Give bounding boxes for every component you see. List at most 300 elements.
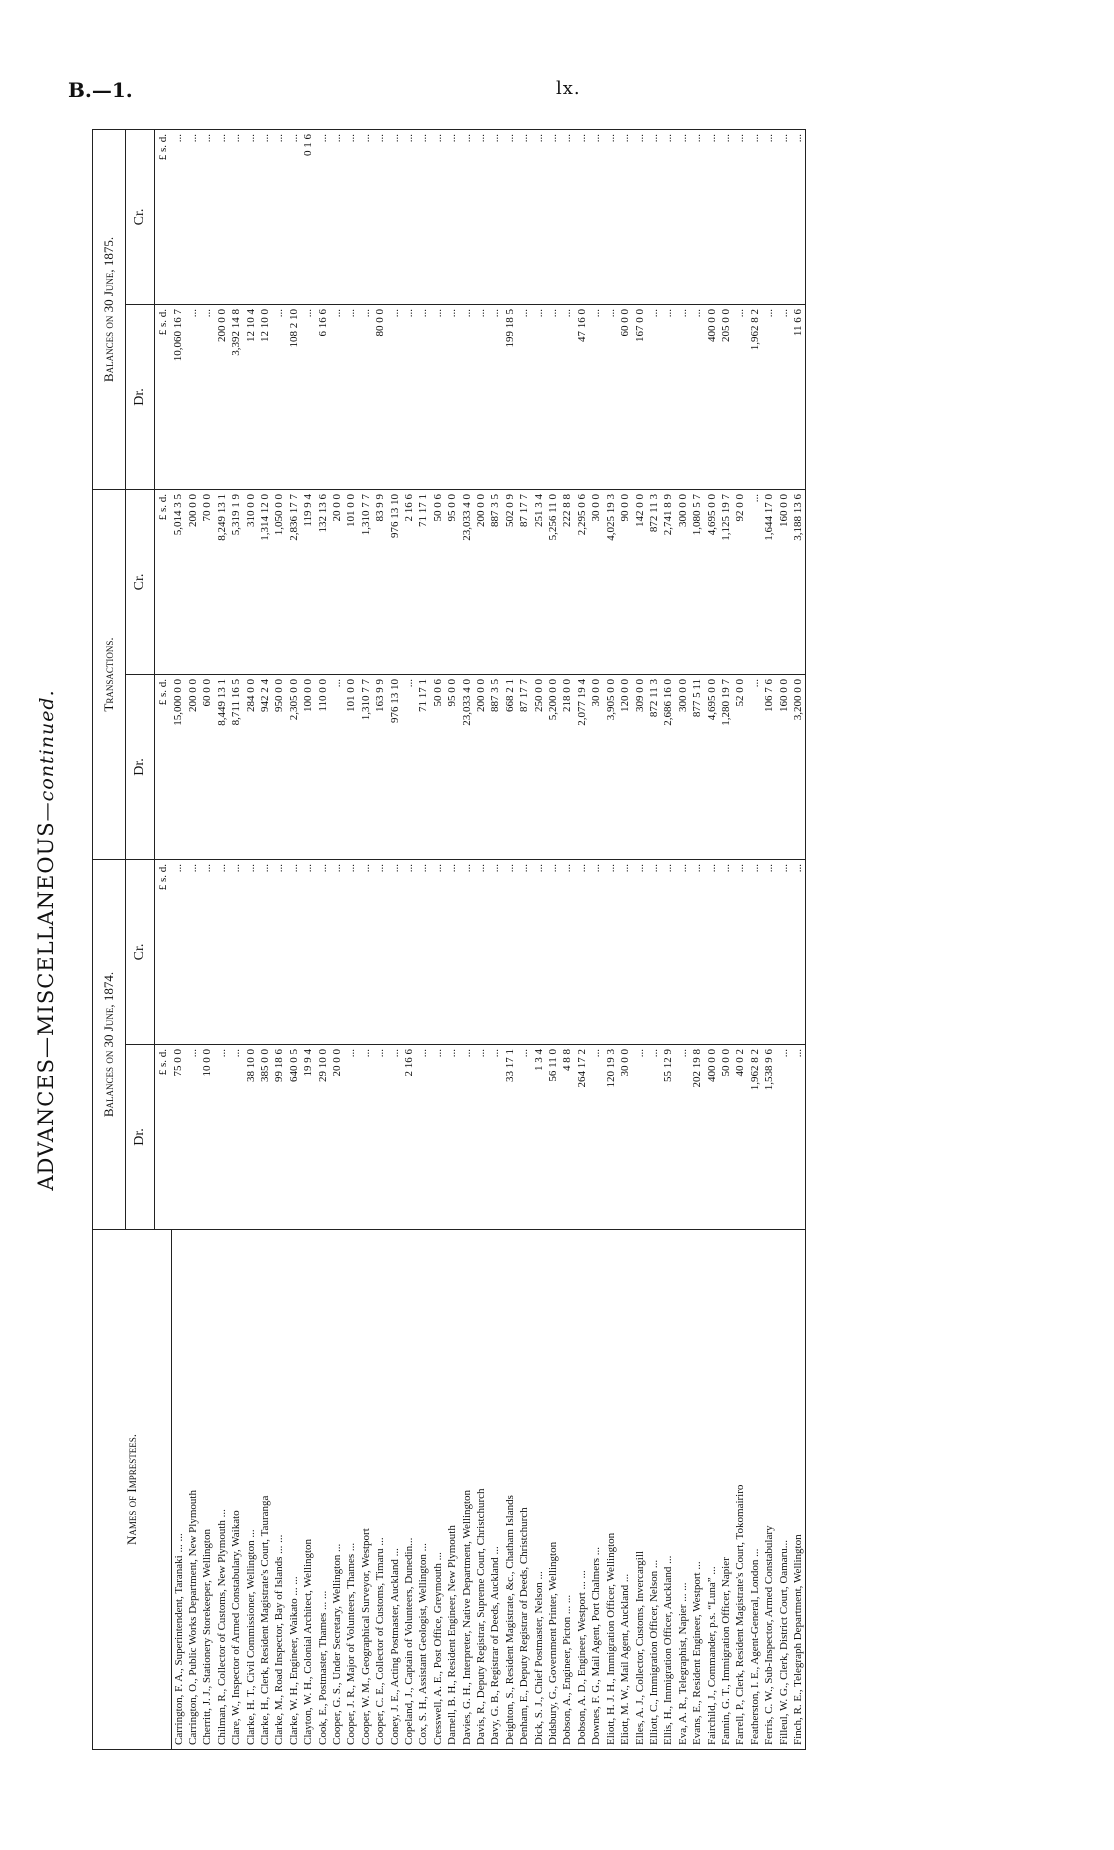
amount-b75cr: ... (287, 129, 301, 304)
table-row (719, 129, 733, 1749)
amount-tcr: 5,319 1 9 (229, 489, 243, 674)
amount-tcr: 310 0 0 (244, 489, 258, 674)
table-body (171, 129, 806, 1749)
amount-tcr: 1,050 0 0 (272, 489, 286, 674)
amount-b75cr: ... (560, 129, 574, 304)
amount-tcr: 4,695 0 0 (705, 489, 719, 674)
amount-b75cr: ... (733, 129, 747, 304)
amount-b75cr: ... (791, 129, 806, 304)
amount-b74dr: 75 0 0 (171, 1045, 186, 1230)
amount-b75cr: ... (705, 129, 719, 304)
imprestee-name: Evans, E., Resident Engineer, Westport ... (690, 1230, 704, 1750)
amount-b75cr: ... (488, 129, 502, 304)
imprestee-name: Davies, G. H., Interpreter, Native Department, Wellington (460, 1230, 474, 1750)
table-row (460, 129, 474, 1749)
amount-b74cr: ... (431, 859, 445, 1044)
amount-b74cr: ... (661, 859, 675, 1044)
imprestee-name: Cox, S. H., Assistant Geologist, Wellington ... (416, 1230, 430, 1750)
amount-b74dr: ... (215, 1045, 229, 1230)
amount-b74dr: ... (388, 1045, 402, 1230)
imprestee-name: Clarke, W. H., Engineer, Waikato ... ... (287, 1230, 301, 1750)
amount-tcr: 83 9 9 (373, 489, 387, 674)
amount-b74cr: ... (186, 859, 200, 1044)
amount-tcr: 222 8 8 (560, 489, 574, 674)
amount-b75dr: 10,060 16 7 (171, 304, 186, 489)
table-title-main: ADVANCES—MISCELLANEOUS (34, 821, 58, 1191)
amount-b74dr: 29 10 0 (316, 1045, 330, 1230)
amount-b75cr: ... (359, 129, 373, 304)
table-row (532, 129, 546, 1749)
amount-tcr: 300 0 0 (676, 489, 690, 674)
amount-b75dr: ... (647, 304, 661, 489)
table-row (676, 129, 690, 1749)
amount-b74dr: 50 0 0 (719, 1045, 733, 1230)
amount-b74cr: ... (344, 859, 358, 1044)
amount-b74dr: 55 12 9 (661, 1045, 675, 1230)
header-cr: Cr. (126, 129, 155, 304)
imprestee-name: Deighton, S., Resident Magistrate, &c., Chatham Islands (503, 1230, 517, 1750)
amount-b74cr: ... (488, 859, 502, 1044)
amount-b74cr: ... (258, 859, 272, 1044)
amount-tcr: 3,188 13 6 (791, 489, 806, 674)
imprestee-name: Finch, R. E., Telegraph Department, Wellington (791, 1230, 806, 1750)
amount-b74cr: ... (200, 859, 214, 1044)
table-row (229, 129, 243, 1749)
amount-tdr: 2,077 19 4 (575, 674, 589, 859)
header-dr: Dr. (126, 674, 155, 859)
amount-b74cr: ... (215, 859, 229, 1044)
amount-b74dr: 120 19 3 (604, 1045, 618, 1230)
amount-b75cr: ... (445, 129, 459, 304)
amount-b74cr: ... (330, 859, 344, 1044)
amount-b75dr: 3,392 14 8 (229, 304, 243, 489)
amount-b74cr: ... (373, 859, 387, 1044)
amount-b74cr: ... (503, 859, 517, 1044)
amount-b75cr: ... (474, 129, 488, 304)
amount-b74cr: ... (777, 859, 791, 1044)
amount-tcr: 101 0 0 (344, 489, 358, 674)
amount-b75cr: ... (200, 129, 214, 304)
table-row (186, 129, 200, 1749)
table-row (373, 129, 387, 1749)
amount-b75cr: ... (604, 129, 618, 304)
table-row (560, 129, 574, 1749)
table-row (546, 129, 560, 1749)
amount-b75dr: ... (402, 304, 416, 489)
amount-tcr: 132 13 6 (316, 489, 330, 674)
amount-tcr: 1,310 7 7 (359, 489, 373, 674)
amount-b75cr: 0 1 6 (301, 129, 315, 304)
amount-b74dr: ... (460, 1045, 474, 1230)
amount-b74dr: ... (373, 1045, 387, 1230)
amount-b75dr: ... (200, 304, 214, 489)
amount-b74dr: ... (359, 1045, 373, 1230)
amount-b75cr: ... (244, 129, 258, 304)
amount-b75dr: ... (604, 304, 618, 489)
amount-b75cr: ... (618, 129, 632, 304)
amount-tcr: 23,033 4 0 (460, 489, 474, 674)
table-row (517, 129, 531, 1749)
imprestee-name: Downes, F. G., Mail Agent, Port Chalmers ... (589, 1230, 603, 1750)
imprestee-name: Clarke, H. T., Civil Commissioner, Wellington ... (244, 1230, 258, 1750)
amount-tdr: ... (402, 674, 416, 859)
amount-b75dr: ... (359, 304, 373, 489)
amount-b74cr: ... (244, 859, 258, 1044)
amount-b75dr: 205 0 0 (719, 304, 733, 489)
amount-b74cr: ... (301, 859, 315, 1044)
table-row (647, 129, 661, 1749)
amount-tdr: 668 2 1 (503, 674, 517, 859)
amount-b74dr: 19 9 4 (301, 1045, 315, 1230)
imprestee-name: Chilman, R., Collector of Customs, New Plymouth ... (215, 1230, 229, 1750)
amount-tdr: ... (748, 674, 762, 859)
amount-tdr: 887 3 5 (488, 674, 502, 859)
amount-b74dr: ... (633, 1045, 647, 1230)
amount-tcr: 200 0 0 (186, 489, 200, 674)
amount-b74cr: ... (647, 859, 661, 1044)
amount-tcr: 30 0 0 (589, 489, 603, 674)
table-row (474, 129, 488, 1749)
amount-b74dr: ... (431, 1045, 445, 1230)
amount-tdr: 200 0 0 (186, 674, 200, 859)
amount-b74dr: ... (517, 1045, 531, 1230)
amount-b75cr: ... (777, 129, 791, 304)
amount-tdr: 950 0 0 (272, 674, 286, 859)
amount-tdr: 100 0 0 (301, 674, 315, 859)
advances-table (92, 129, 806, 1750)
amount-b75cr: ... (719, 129, 733, 304)
amount-b75cr: ... (676, 129, 690, 304)
table-row (244, 129, 258, 1749)
amount-b75cr: ... (690, 129, 704, 304)
imprestee-name: Cherritt, J. J., Stationery Storekeeper, Wellington (200, 1230, 214, 1750)
imprestee-name: Fannin, G. T., Immigration Officer, Napier (719, 1230, 733, 1750)
amount-b74dr: ... (676, 1045, 690, 1230)
imprestee-name: Clarke, M., Road Inspector, Bay of Islands ... ... (272, 1230, 286, 1750)
amount-tdr: 300 0 0 (676, 674, 690, 859)
imprestee-name: Cooper, G. S., Under Secretary, Wellington ... (330, 1230, 344, 1750)
amount-b74cr: ... (762, 859, 776, 1044)
amount-b74cr: ... (719, 859, 733, 1044)
amount-b75cr: ... (186, 129, 200, 304)
amount-b74dr: 33 17 1 (503, 1045, 517, 1230)
table-row (445, 129, 459, 1749)
amount-b74cr: ... (171, 859, 186, 1044)
amount-b74dr: ... (647, 1045, 661, 1230)
imprestee-name: Elles, A. J., Collector, Customs, Invercargill (633, 1230, 647, 1750)
table-row (762, 129, 776, 1749)
amount-b74dr: 4 8 8 (560, 1045, 574, 1230)
amount-tdr: 95 0 0 (445, 674, 459, 859)
imprestee-name: Elliott, C., Immigration Officer, Nelson ... (647, 1230, 661, 1750)
amount-b75dr: 12 10 0 (258, 304, 272, 489)
amount-b74dr: 400 0 0 (705, 1045, 719, 1230)
amount-b75dr: ... (301, 304, 315, 489)
header-balances-1875: Balances on 30 June, 1875. (93, 129, 126, 489)
imprestee-name: Eva, A. R., Telegraphist, Napier ... ... (676, 1230, 690, 1750)
amount-b75cr: ... (171, 129, 186, 304)
amount-b74cr: ... (445, 859, 459, 1044)
amount-b74cr: ... (517, 859, 531, 1044)
amount-tcr: 71 17 1 (416, 489, 430, 674)
header-transactions: Transactions. (93, 489, 126, 859)
amount-tdr: 52 0 0 (733, 674, 747, 859)
amount-b74dr: 20 0 0 (330, 1045, 344, 1230)
amount-tcr: 1,125 19 7 (719, 489, 733, 674)
amount-b75dr: ... (488, 304, 502, 489)
amount-tdr: 3,200 0 0 (791, 674, 806, 859)
amount-b75cr: ... (388, 129, 402, 304)
amount-tcr: 1,644 17 0 (762, 489, 776, 674)
table-row (287, 129, 301, 1749)
amount-b75dr: 11 6 6 (791, 304, 806, 489)
amount-b74cr: ... (460, 859, 474, 1044)
imprestee-name: Farrell, P., Clerk, Resident Magistrate's Court, Tokomairiro (733, 1230, 747, 1750)
unit-label: £ s. d. (155, 674, 172, 859)
amount-tdr: 5,200 0 0 (546, 674, 560, 859)
table-row (604, 129, 618, 1749)
table-row (431, 129, 445, 1749)
imprestee-name: Copeland, J., Captain of Volunteers, Dunedin... (402, 1230, 416, 1750)
amount-tcr: 92 0 0 (733, 489, 747, 674)
amount-tcr: 4,025 19 3 (604, 489, 618, 674)
amount-b75dr: ... (474, 304, 488, 489)
table-row (488, 129, 502, 1749)
amount-b74cr: ... (416, 859, 430, 1044)
amount-tdr: 3,905 0 0 (604, 674, 618, 859)
amount-b75dr: ... (676, 304, 690, 489)
imprestee-name: Eliott, H. J. H., Immigration Officer, Wellington (604, 1230, 618, 1750)
amount-tdr: 87 17 7 (517, 674, 531, 859)
amount-tdr: 8,711 16 5 (229, 674, 243, 859)
amount-tdr: 1,310 7 7 (359, 674, 373, 859)
amount-tcr: 87 17 7 (517, 489, 531, 674)
amount-b75dr: ... (661, 304, 675, 489)
amount-tdr: 71 17 1 (416, 674, 430, 859)
amount-tdr: 309 0 0 (633, 674, 647, 859)
amount-b74cr: ... (575, 859, 589, 1044)
amount-tcr: 95 0 0 (445, 489, 459, 674)
imprestee-name: Davis, R., Deputy Registrar, Supreme Court, Christchurch (474, 1230, 488, 1750)
imprestee-name: Filleul, W. G., Clerk, District Court, Oamaru... (777, 1230, 791, 1750)
amount-b74cr: ... (316, 859, 330, 1044)
amount-b74dr: ... (416, 1045, 430, 1230)
amount-b74dr: 40 0 2 (733, 1045, 747, 1230)
header-cr: Cr. (126, 859, 155, 1044)
imprestee-name: Denham, E., Deputy Registrar of Deeds, Christchurch (517, 1230, 531, 1750)
table-row (344, 129, 358, 1749)
table-row (503, 129, 517, 1749)
imprestee-name: Featherston, I. E., Agent-General, London ... (748, 1230, 762, 1750)
amount-b74cr: ... (546, 859, 560, 1044)
amount-b74dr: 2 16 6 (402, 1045, 416, 1230)
amount-b75cr: ... (532, 129, 546, 304)
amount-b75cr: ... (373, 129, 387, 304)
table-row (402, 129, 416, 1749)
amount-b75dr: ... (546, 304, 560, 489)
amount-tcr: 976 13 10 (388, 489, 402, 674)
amount-b75cr: ... (344, 129, 358, 304)
amount-b74cr: ... (287, 859, 301, 1044)
amount-tcr: 5,256 11 0 (546, 489, 560, 674)
imprestee-name: Clayton, W. H., Colonial Architect, Wellington (301, 1230, 315, 1750)
amount-tcr: 50 0 6 (431, 489, 445, 674)
amount-b75dr: 80 0 0 (373, 304, 387, 489)
amount-tdr: 872 11 3 (647, 674, 661, 859)
table-row (272, 129, 286, 1749)
imprestee-name: Cooper, C. E., Collector of Customs, Timaru ... (373, 1230, 387, 1750)
amount-b74dr: 385 0 0 (258, 1045, 272, 1230)
amount-tcr: 2,836 17 7 (287, 489, 301, 674)
amount-b75dr: ... (589, 304, 603, 489)
table-row (733, 129, 747, 1749)
amount-b75cr: ... (661, 129, 675, 304)
imprestee-name: Ferris, C. W., Sub-Inspector, Armed Constabulary (762, 1230, 776, 1750)
amount-b74cr: ... (633, 859, 647, 1044)
amount-tdr: 30 0 0 (589, 674, 603, 859)
unit-label: £ s. d. (155, 304, 172, 489)
amount-b75dr: 200 0 0 (215, 304, 229, 489)
amount-b75cr: ... (503, 129, 517, 304)
amount-b74dr: 10 0 0 (200, 1045, 214, 1230)
amount-b75cr: ... (748, 129, 762, 304)
amount-b75cr: ... (330, 129, 344, 304)
amount-tcr: 90 0 0 (618, 489, 632, 674)
amount-b74cr: ... (791, 859, 806, 1044)
amount-b75dr: 167 0 0 (633, 304, 647, 489)
table-row (388, 129, 402, 1749)
amount-tdr: 976 13 10 (388, 674, 402, 859)
table-row (359, 129, 373, 1749)
table-row (748, 129, 762, 1749)
table-row (589, 129, 603, 1749)
amount-b75dr: ... (416, 304, 430, 489)
imprestee-name: Davy, G. B., Registrar of Deeds, Auckland ... (488, 1230, 502, 1750)
table-title (34, 130, 58, 1750)
amount-tcr: 251 3 4 (532, 489, 546, 674)
amount-b75dr: 108 2 10 (287, 304, 301, 489)
header-balances-1874: Balances on 30 June, 1874. (93, 859, 126, 1229)
amount-tdr: 250 0 0 (532, 674, 546, 859)
imprestee-name: Clarke, H., Clerk, Resident Magistrate's Court, Tauranga (258, 1230, 272, 1750)
amount-tdr: 2,686 16 0 (661, 674, 675, 859)
amount-tcr: 119 9 4 (301, 489, 315, 674)
amount-b75dr: ... (532, 304, 546, 489)
amount-b75dr: ... (445, 304, 459, 489)
amount-tdr: 50 0 6 (431, 674, 445, 859)
amount-tdr: 200 0 0 (474, 674, 488, 859)
amount-b75cr: ... (762, 129, 776, 304)
table-row (618, 129, 632, 1749)
amount-b74cr: ... (618, 859, 632, 1044)
amount-b75dr: 1,962 8 2 (748, 304, 762, 489)
amount-b75cr: ... (431, 129, 445, 304)
header-dr: Dr. (126, 304, 155, 489)
page-number: lx. (556, 78, 581, 99)
amount-b75cr: ... (402, 129, 416, 304)
amount-b74cr: ... (560, 859, 574, 1044)
amount-tcr: 887 3 5 (488, 489, 502, 674)
amount-b74cr: ... (229, 859, 243, 1044)
amount-b75dr: 12 10 4 (244, 304, 258, 489)
amount-tcr: 200 0 0 (474, 489, 488, 674)
amount-b74dr: ... (344, 1045, 358, 1230)
imprestee-name: Cooper, J. R., Major of Volunteers, Thames ... (344, 1230, 358, 1750)
amount-b74dr: ... (488, 1045, 502, 1230)
amount-tdr: 110 0 0 (316, 674, 330, 859)
amount-tdr: 106 7 6 (762, 674, 776, 859)
amount-b74cr: ... (690, 859, 704, 1044)
imprestee-name: Carrington, O., Public Works Department, New Plymouth (186, 1230, 200, 1750)
amount-tdr: 163 9 9 (373, 674, 387, 859)
amount-tdr: 120 0 0 (618, 674, 632, 859)
imprestee-name: Fairchild, J., Commander, p.s. “Luna” ... (705, 1230, 719, 1750)
amount-b75dr: ... (733, 304, 747, 489)
amount-b75cr: ... (416, 129, 430, 304)
unit-label: £ s. d. (155, 1045, 172, 1230)
amount-b75dr: ... (460, 304, 474, 489)
amount-b74dr: ... (474, 1045, 488, 1230)
amount-b74dr: ... (186, 1045, 200, 1230)
table-row (258, 129, 272, 1749)
imprestee-name: Carrington, F. A., Superintendent, Taranaki ... ... (171, 1230, 186, 1750)
amount-tcr: 20 0 0 (330, 489, 344, 674)
table-row (791, 129, 806, 1749)
imprestee-name: Clare, W., Inspector of Armed Constabulary, Waikato (229, 1230, 243, 1750)
amount-b74cr: ... (604, 859, 618, 1044)
header-dr: Dr. (126, 1045, 155, 1230)
imprestee-name: Eliott, M. W., Mail Agent, Auckland ... (618, 1230, 632, 1750)
amount-tcr: 2,741 8 9 (661, 489, 675, 674)
amount-tdr: 877 5 11 (690, 674, 704, 859)
amount-tdr: 942 2 4 (258, 674, 272, 859)
amount-b75dr: 400 0 0 (705, 304, 719, 489)
imprestee-name: Coney, J. E., Acting Postmaster, Auckland ... (388, 1230, 402, 1750)
amount-b74dr: 640 0 5 (287, 1045, 301, 1230)
amount-b75cr: ... (633, 129, 647, 304)
table-row (171, 129, 186, 1749)
amount-tdr: ... (330, 674, 344, 859)
imprestee-name: Didsbury, G., Government Printer, Wellington (546, 1230, 560, 1750)
amount-b74dr: ... (777, 1045, 791, 1230)
amount-tcr: 2,295 0 6 (575, 489, 589, 674)
amount-b74cr: ... (388, 859, 402, 1044)
table-title-suffix: —continued. (36, 689, 58, 822)
imprestee-name: Cook, E., Postmaster, Thames ... ... (316, 1230, 330, 1750)
amount-b75dr: 60 0 0 (618, 304, 632, 489)
amount-tdr: 1,280 19 7 (719, 674, 733, 859)
amount-b75dr: 199 18 5 (503, 304, 517, 489)
imprestee-name: Dobson, A., Engineer, Picton ... ... (560, 1230, 574, 1750)
table-row (690, 129, 704, 1749)
amount-tdr: 2,305 0 0 (287, 674, 301, 859)
amount-b74dr: 202 19 8 (690, 1045, 704, 1230)
amount-b75dr: ... (388, 304, 402, 489)
amount-b74dr: 1,538 9 6 (762, 1045, 776, 1230)
amount-tcr: 142 0 0 (633, 489, 647, 674)
amount-tdr: 23,033 4 0 (460, 674, 474, 859)
amount-b75cr: ... (272, 129, 286, 304)
amount-b75cr: ... (517, 129, 531, 304)
table-row (330, 129, 344, 1749)
table-row (200, 129, 214, 1749)
header-names: Names of Imprestees. (93, 1230, 172, 1750)
table-row (705, 129, 719, 1749)
unit-label: £ s. d. (155, 129, 172, 304)
amount-tcr: 1,314 12 0 (258, 489, 272, 674)
amount-tcr: 160 0 0 (777, 489, 791, 674)
imprestee-name: Ellis, H., Immigration Officer, Auckland ... (661, 1230, 675, 1750)
